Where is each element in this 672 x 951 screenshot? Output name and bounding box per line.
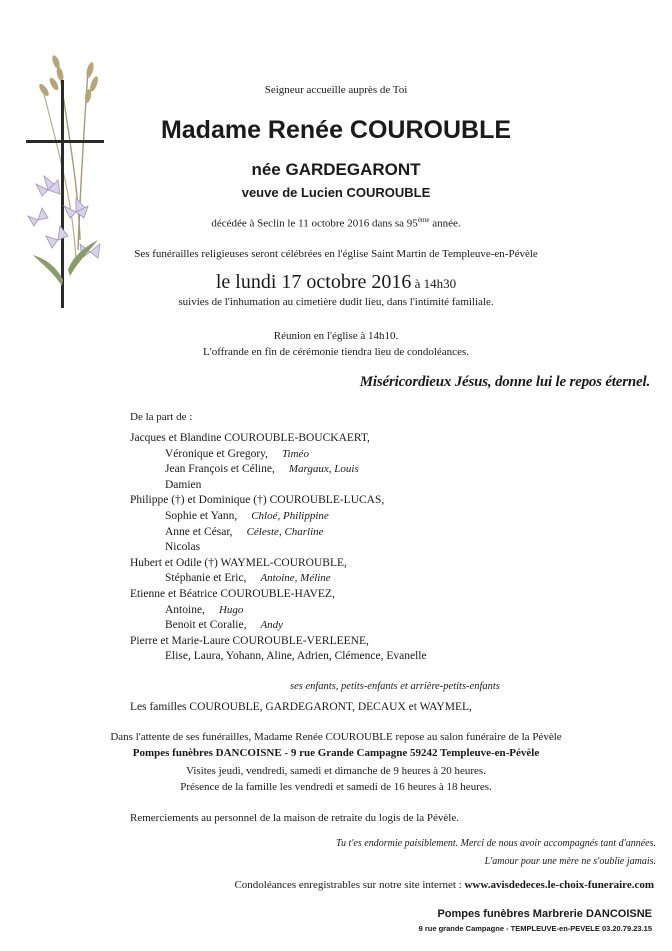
widow-of: veuve de Lucien COUROUBLE	[241, 185, 431, 200]
closing-line-2: L'amour pour une mère ne s'oublie jamais.	[484, 856, 656, 867]
burial-info: suivies de l'inhumation au cimetière dudit lieu, dans l'intimité familiale.	[178, 296, 494, 308]
visiting-hours: Visites jeudi, vendredi, samedi et dimanche de 9 heures à 20 heures.	[186, 765, 486, 777]
families-line: Les familles COUROUBLE, GARDEGARONT, DECAUX et WAYMEL,	[130, 701, 472, 713]
family-children: Céleste, Charline	[246, 525, 324, 538]
church-meeting: Réunion en l'église à 14h10.	[273, 330, 399, 342]
family-member: Benoit et Coralie,	[165, 619, 247, 632]
family-member: Jacques et Blandine COUROUBLE-BOUCKAERT,	[130, 432, 370, 444]
death-info	[0, 216, 672, 230]
funeral-date-line	[0, 271, 672, 294]
family-summary: ses enfants, petits-enfants et arrière-petits-enfants	[290, 681, 500, 692]
footer-address: 9 rue grande Campagne - TEMPLEUVE-en-PEVELE 03.20.79.23.15	[418, 924, 652, 933]
family-line	[165, 448, 309, 460]
family-member: Hubert et Odile (†) WAYMEL-COUROUBLE,	[130, 556, 347, 569]
family-line	[165, 510, 329, 522]
death-text: décédée à Seclin le 11 octobre 2016 dans sa 95	[211, 217, 418, 230]
family-member: Véronique et Gregory,	[165, 447, 269, 460]
family-children: Margaux, Louis	[288, 463, 359, 476]
death-ordinal: ème	[417, 216, 430, 224]
family-line	[165, 526, 324, 538]
death-text-end: année.	[429, 217, 461, 230]
family-line	[165, 572, 331, 584]
rest-line-1: Dans l'attente de ses funérailles, Madame Renée COUROUBLE repose au salon funéraire de la Pévèle	[110, 731, 562, 743]
family-line	[130, 588, 335, 600]
funeral-time: à 14h30	[411, 276, 457, 291]
condolences-line	[234, 879, 654, 891]
family-line	[165, 463, 359, 475]
family-line	[130, 432, 370, 444]
family-member: Elise, Laura, Yohann, Aline, Adrien, Clémence, Evanelle	[165, 650, 427, 663]
family-member: Etienne et Béatrice COUROUBLE-HAVEZ,	[130, 588, 335, 600]
footer-company: Pompes funèbres Marbrerie DANCOISNE	[437, 908, 652, 920]
offering-info: L'offrande en fin de cérémonie tiendra lieu de condoléances.	[203, 346, 469, 358]
family-member: Stéphanie et Eric,	[165, 572, 247, 585]
funeral-date: le lundi 17 octobre 2016	[215, 271, 412, 293]
closing-line-1: Tu t'es endormie paisiblement. Merci de nous avoir accompagnés tant d'années.	[336, 838, 656, 849]
family-children: Antoine, Méline	[260, 572, 331, 585]
family-member: Philippe (†) et Dominique (†) COUROUBLE-LUCAS,	[130, 494, 385, 507]
thanks-line: Remerciements au personnel de la maison de retraite du logis de la Pévèle.	[130, 812, 459, 824]
condolences-website-link[interactable]: www.avisdedeces.le-choix-funeraire.com	[464, 879, 654, 891]
family-children: Chloé, Philippine	[251, 510, 329, 522]
family-line	[165, 604, 243, 616]
family-member: Nicolas	[165, 541, 201, 554]
family-line	[130, 494, 384, 506]
prayer-quote: Miséricordieux Jésus, donne lui le repos éternel.	[359, 374, 650, 390]
family-line	[165, 619, 283, 631]
funeral-intro: Ses funérailles religieuses seront célébrées en l'église Saint Martin de Templeuve-en-Pévèle	[134, 248, 538, 260]
family-intro: De la part de :	[130, 411, 193, 423]
condolences-label: Condoléances enregistrables sur notre site internet :	[234, 879, 465, 891]
family-line	[130, 557, 347, 569]
family-member: Jean François et Céline,	[165, 463, 275, 476]
family-line	[165, 650, 427, 662]
family-line	[165, 541, 200, 553]
deceased-name: Madame Renée COUROUBLE	[160, 116, 512, 144]
family-member: Antoine,	[165, 603, 205, 616]
funeral-home: Pompes funèbres DANCOISNE - 9 rue Grande Campagne 59242 Templeuve-en-Pévèle	[132, 747, 540, 759]
prayer-top: Seigneur accueille auprès de Toi	[264, 84, 408, 96]
family-member: Sophie et Yann,	[165, 510, 238, 522]
family-member: Pierre et Marie-Laure COUROUBLE-VERLEENE,	[130, 634, 369, 647]
family-line	[165, 479, 201, 491]
maiden-name: née GARDEGARONT	[251, 160, 421, 179]
family-children: Timéo	[282, 447, 309, 460]
family-member: Damien	[165, 478, 202, 491]
family-children: Hugo	[218, 603, 244, 616]
family-member: Anne et César,	[165, 525, 233, 538]
family-line	[130, 635, 369, 647]
family-children: Andy	[260, 619, 284, 632]
family-presence: Présence de la famille les vendredi et samedi de 16 heures à 18 heures.	[180, 781, 492, 793]
